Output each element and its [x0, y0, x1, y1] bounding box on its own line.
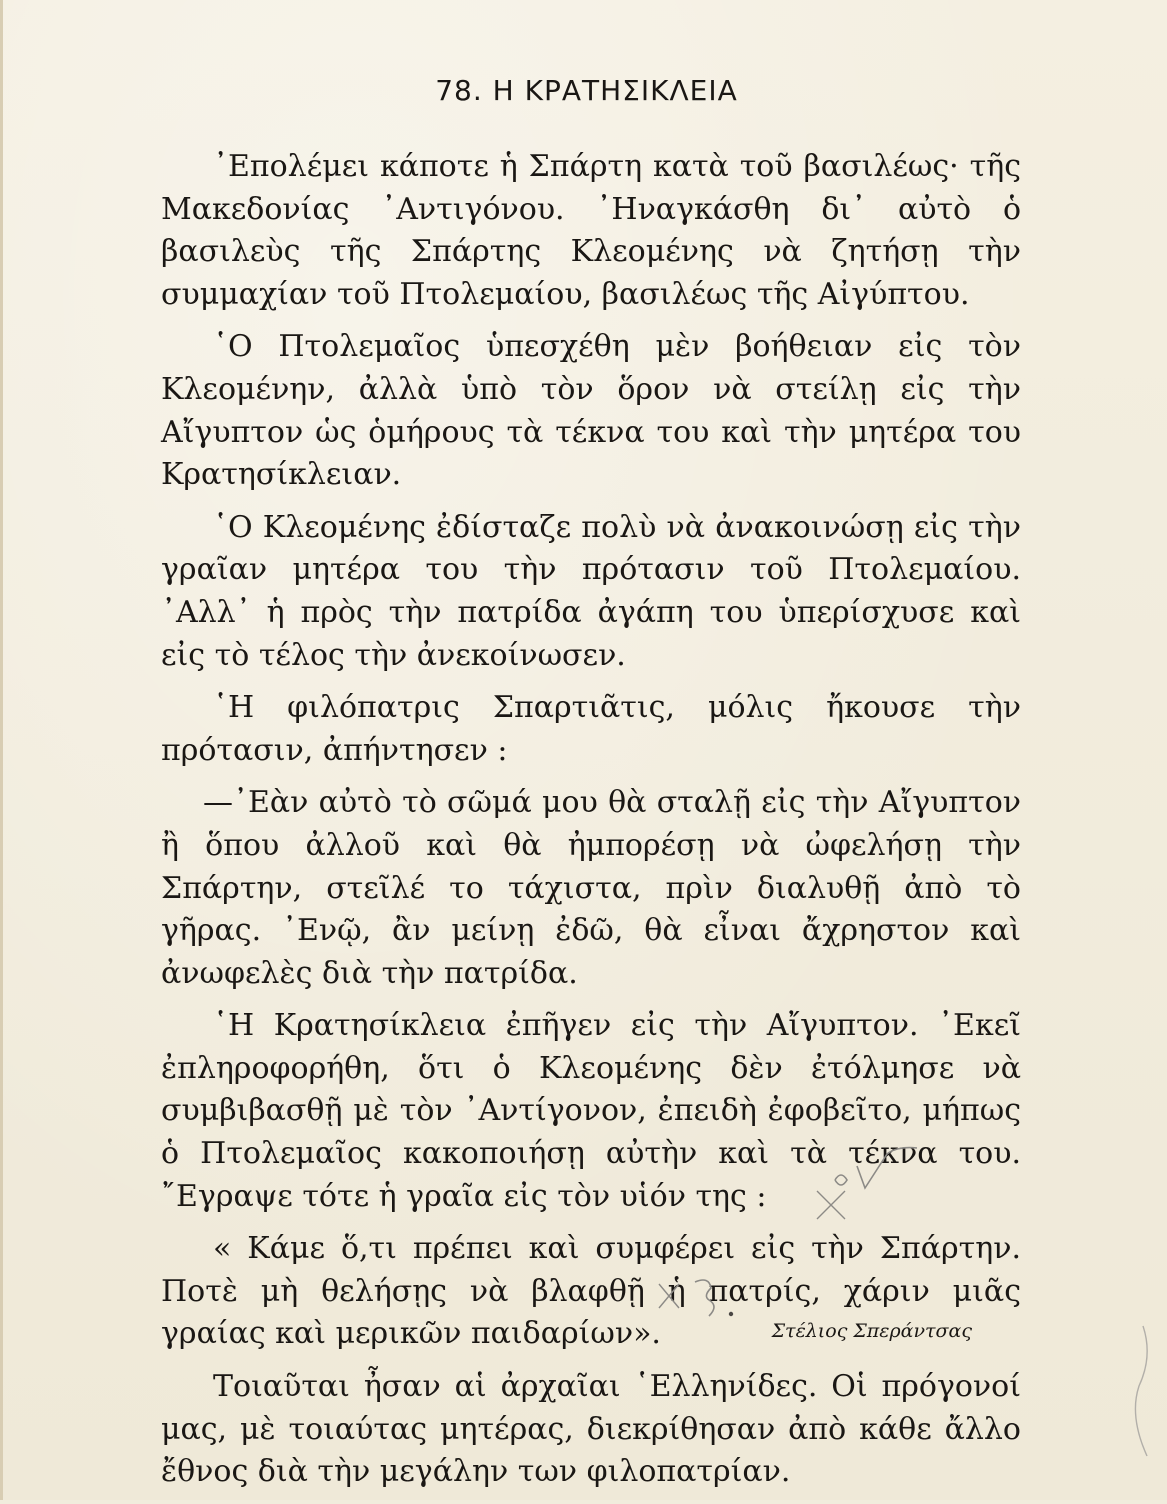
pencil-margin-mark-icon [1123, 1320, 1163, 1460]
paragraph-3: ῾Ο Κλεομένης ἐδίσταζε πολὺ νὰ ἀνακοινώσῃ εἰς τὴν γραῖαν μητέρα του τὴν πρότασιν τοῦ Πτολεμαίου. ᾿Αλλ᾿ ἡ πρὸς τὴν πατρίδα ἀγάπη του ὑπερίσχυσε καὶ εἰς τὸ τέλος τὴν ἀνεκοίνωσεν. [161, 509, 1021, 673]
paragraph-letter: « Κάμε ὅ,τι πρέπει καὶ συμφέρει εἰς τὴν Σπάρτην. Ποτὲ μὴ θελήσῃς νὰ βλαφθῇ ἡ πατρίς, χάριν μιᾶς γραίας καὶ μερικῶν παιδαρίων». [161, 1231, 1021, 1352]
paragraph-reply: —᾿Εὰν αὐτὸ τὸ σῶμά μου θὰ σταλῇ εἰς τὴν Αἴγυπτον ἢ ὅπου ἀλλοῦ καὶ θὰ ἠμπορέσῃ νὰ ὠφελήσῃ τὴν Σπάρτην, στεῖλέ το τάχιστα, πρὶν διαλυθῇ ἀπὸ τὸ γῆρας. ᾿Ενῷ, ἂν μείνῃ ἐδῶ, θὰ εἶναι ἄχρηστον καὶ ἀνωφελὲς διὰ τὴν πατρίδα. [161, 785, 1021, 991]
paragraph-4: ῾Η φιλόπατρις Σπαρτιᾶτις, μόλις ἤκουσε τὴν πρότασιν, ἀπήντησεν : [161, 690, 1021, 768]
paragraph-closing: Τοιαῦται ἦσαν αἱ ἀρχαῖαι ῾Ελληνίδες. Οἱ πρόγονοί μας, μὲ τοιαύτας μητέρας, διεκρίθησαν ἀπὸ κάθε ἄλλο ἔθνος διὰ τὴν μεγάλην των φιλοπατρίαν. [161, 1369, 1021, 1490]
paragraph-2: ῾Ο Πτολεμαῖος ὑπεσχέθη μὲν βοήθειαν εἰς τὸν Κλεομένην, ἀλλὰ ὑπὸ τὸν ὅρον νὰ στείλῃ εἰς τὴν Αἴγυπτον ὡς ὁμήρους τὰ τέκνα του καὶ τὴν μητέρα του Κρατησίκλειαν. [161, 329, 1021, 493]
author-signature: Στέλιος Σπεράντσας [771, 1320, 972, 1342]
story-body [161, 146, 1021, 1504]
page-title: 78. Η ΚΡΑΤΗΣΙΚΛΕΙΑ [435, 74, 738, 107]
paragraph-5: ῾Η Κρατησίκλεια ἐπῆγεν εἰς τὴν Αἴγυπτον. ᾿Εκεῖ ἐπληροφορήθη, ὅτι ὁ Κλεομένης δὲν ἐτόλμησε νὰ συμβιβασθῇ μὲ τὸν ᾿Αντίγονον, ἐπειδὴ ἐφοβεῖτο, μήπως ὁ Πτολεμαῖος κακοποιήσῃ αὐτὴν καὶ τὰ τέκνα του. ῎Εγραψε τότε ἡ γραῖα εἰς τὸν υἱόν της : [161, 1008, 1021, 1214]
paragraph-1: ᾿Επολέμει κάποτε ἡ Σπάρτη κατὰ τοῦ βασιλέως· τῆς Μακεδονίας ᾿Αντιγόνου. ᾿Ηναγκάσθη δι᾿ αὐτὸ ὁ βασιλεὺς τῆς Σπάρτης Κλεομένης νὰ ζητήσῃ τὴν συμμαχίαν τοῦ Πτολεμαίου, βασιλέως τῆς Αἰγύπτου. [161, 149, 1021, 312]
